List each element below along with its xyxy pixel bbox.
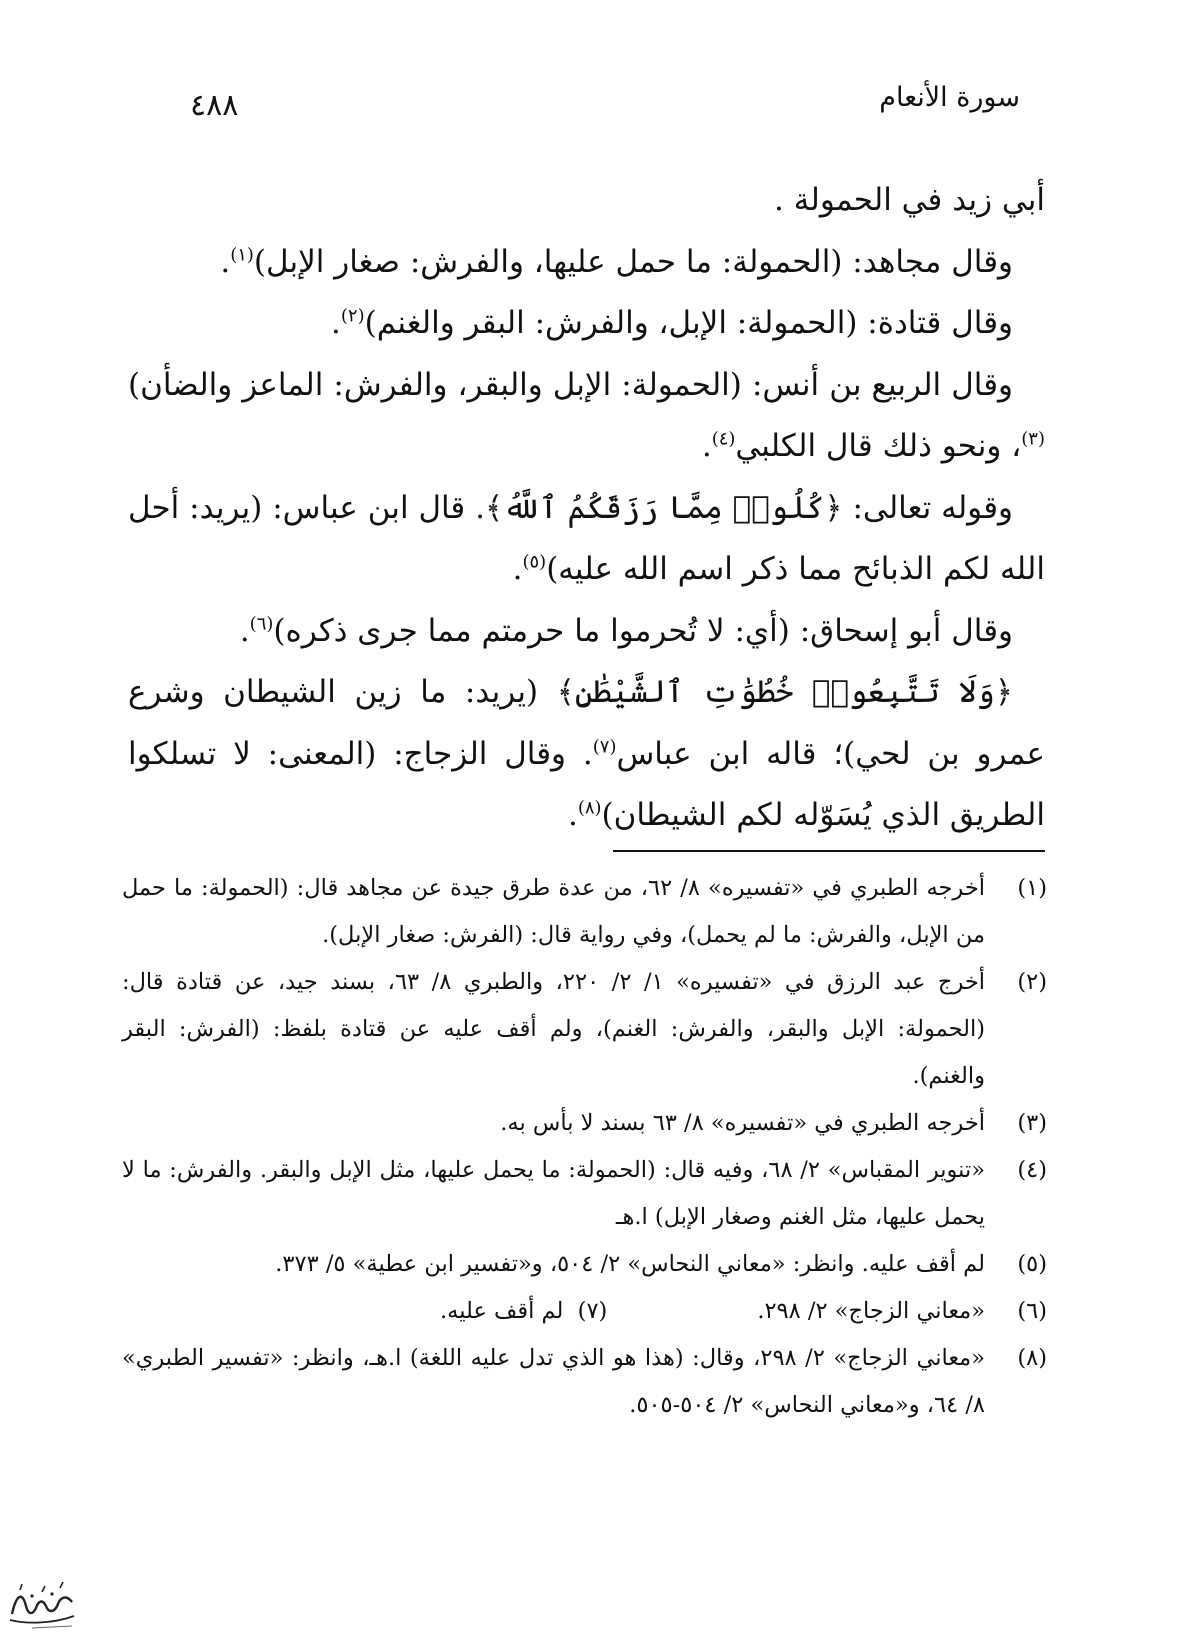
footnote-8: (٨) «معاني الزجاج» ٢/ ٢٩٨، وقال: (هذا هو الذي تدل عليه اللغة) ا.هـ، وانظر: «تفسير الطبري» ٨/ ٦٤، و«معاني النحاس» ٢/ ٥٠٤-٥٠٥. xyxy=(122,1345,1047,1418)
footnote-6-7: (٦) «معاني الزجاج» ٢/ ٢٩٨.(٧) لم أقف عليه. xyxy=(440,1298,1047,1324)
footnote-4: (٤) «تنوير المقباس» ٢/ ٦٨، وفيه قال: (الحمولة: ما يحمل عليها، مثل الإبل والبقر. والفرش: ما لا يحمل عليها، مثل الغنم وصغار الإبل) ا.هـ xyxy=(122,1157,1047,1230)
footnotes xyxy=(122,865,1047,1429)
quran-verse: ﴿كُلُوا۟ مِمَّا رَزَقَكُمُ ٱللَّهُ﴾ xyxy=(485,489,843,526)
paragraph-2: وقال مجاهد: (الحمولة: ما حمل عليها، والفرش: صغار الإبل)$^{(١)}$. xyxy=(220,243,1013,280)
footnote-separator xyxy=(613,850,1045,852)
footnote-ref: (٨) xyxy=(577,797,602,819)
paragraph-4: وقال الربيع بن أنس: (الحمولة: الإبل والبقر، والفرش: الماعز والضأن)$^{(٣)}$، ونحو ذلك قال الكلبي$^{(٤)}$. xyxy=(128,366,1045,464)
footnote-1: (١) أخرجه الطبري في «تفسيره» ٨/ ٦٢، من عدة طرق جيدة عن مجاهد قال: (الحمولة: ما حمل من الإبل، والفرش: ما لم يحمل)، وفي رواية قال: (الفرش: صغار الإبل). xyxy=(122,875,1047,948)
footnote-ref: (٣) xyxy=(1021,428,1045,450)
footnote-ref: (٢) xyxy=(340,305,365,327)
paragraph-3: وقال قتادة: (الحمولة: الإبل، والفرش: البقر والغنم)$^{(٢)}$. xyxy=(331,305,1013,341)
footnote-3: (٣) أخرجه الطبري في «تفسيره» ٨/ ٦٣ بسند لا بأس به. xyxy=(500,1110,1047,1136)
page-header xyxy=(190,82,1020,132)
footnote-ref: (٦) xyxy=(249,613,274,635)
footnote-2: (٢) أخرج عبد الرزق في «تفسيره» ١/ ٢/ ٢٢٠، والطبري ٨/ ٦٣، بسند جيد، عن قتادة قال: (الحمولة: الإبل والبقر، والفرش: الغنم)، ولم أقف عليه عن قتادة بلفظ: (الفرش: البقر والغنم). xyxy=(122,969,1047,1089)
paragraph-7: ﴿وَلَا تَتَّبِعُوا۟ خُطُوَٰتِ ٱلشَّيْطَٰنِ﴾ (يريد: ما زين الشيطان وشرع عمرو بن لحي)؛ قاله ابن عباس$^{(٧)}$. وقال الزجاج: (المعنى: لا تسلكوا الطريق الذي يُسَوّله لكم الشيطان)$^{(٨)}$. xyxy=(128,674,1045,833)
footnote-7-text: لم أقف عليه. xyxy=(440,1298,564,1324)
running-title: سورة الأنعام xyxy=(879,82,1020,113)
paragraph-1: أبي زيد في الحمولة . xyxy=(774,182,1045,218)
page-number: ٤٨٨ xyxy=(190,88,239,123)
footnote-7-num: (٧) xyxy=(577,1298,608,1324)
paragraph-6: وقال أبو إسحاق: (أي: لا تُحرموا ما حرمتم مما جرى ذكره)$^{(٦)}$. xyxy=(239,612,1013,649)
footnote-ref: (٤) xyxy=(711,428,736,450)
footnote-ref: (١) xyxy=(230,244,254,266)
almostafa-logo-icon xyxy=(2,1576,80,1632)
footnote-ref: (٧) xyxy=(592,736,617,758)
footnote-6-text: «معاني الزجاج» ٢/ ٢٩٨. xyxy=(757,1298,985,1324)
quran-verse: ﴿وَلَا تَتَّبِعُوا۟ خُطُوَٰتِ ٱلشَّيْطَٰنِ﴾ xyxy=(556,674,1013,710)
footnote-ref: (٥) xyxy=(522,551,547,573)
main-text xyxy=(128,170,1045,847)
footnote-5: (٥) لم أقف عليه. وانظر: «معاني النحاس» ٢/ ٥٠٤، و«تفسير ابن عطية» ٥/ ٣٧٣. xyxy=(275,1251,1047,1277)
paragraph-5: وقوله تعالى: ﴿كُلُوا۟ مِمَّا رَزَقَكُمُ ٱللَّهُ﴾. قال ابن عباس: (يريد: أحل الله لكم الذبائح مما ذكر اسم الله عليه)$^{(٥)}$. xyxy=(128,489,1045,587)
